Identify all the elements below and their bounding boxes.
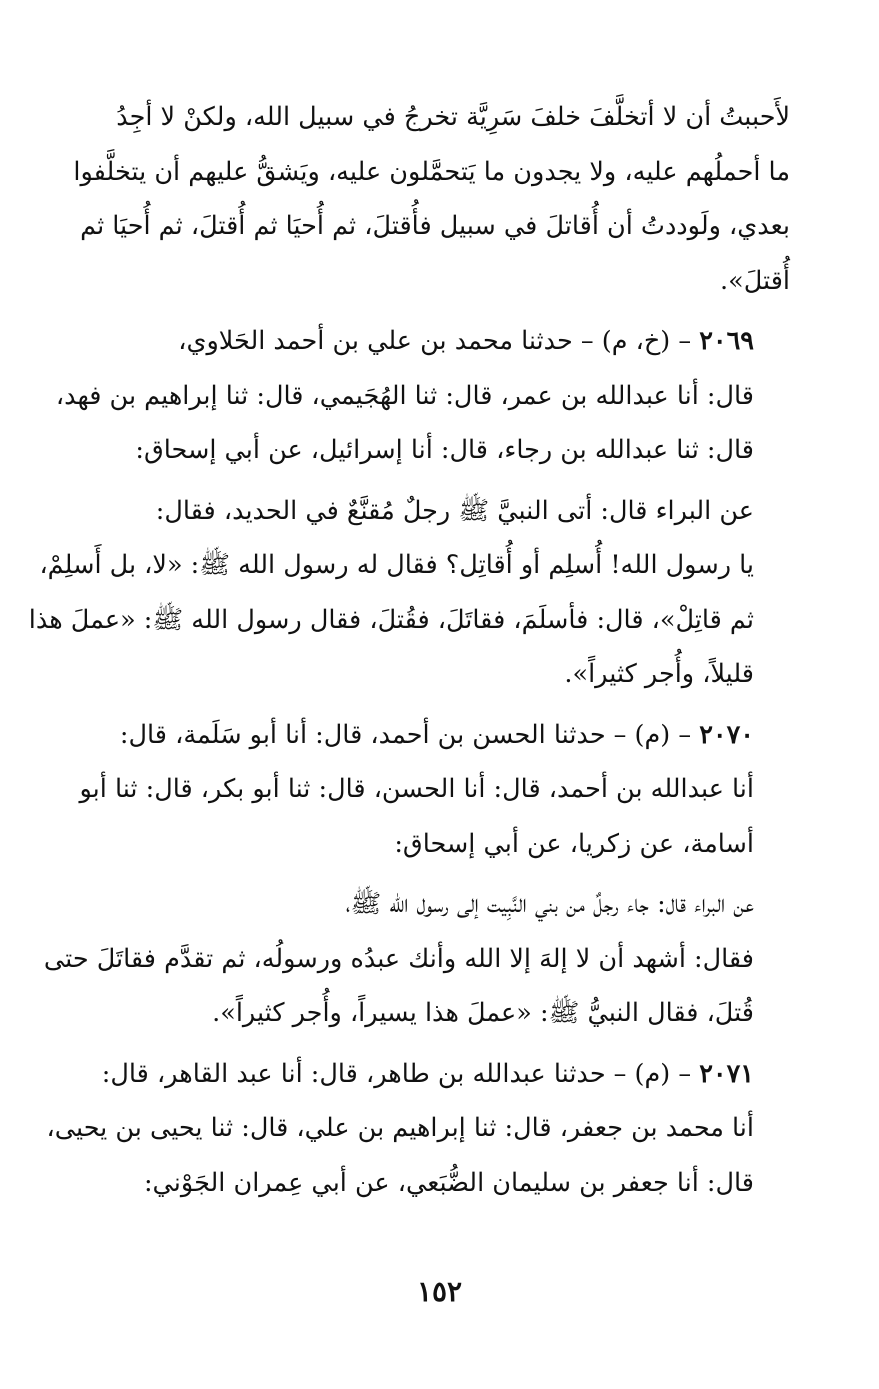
text-line: – (خ، م) – حدثنا محمد بن علي بن أحمد الحَلاوي، [178, 326, 692, 356]
text-line: أُقتلَ». [720, 265, 790, 296]
text-line: عن البراء قال: جاء رجلٌ من بني النَّبِيت إلى رسول الله ﷺ، [345, 889, 754, 919]
book-page [28, 90, 790, 1216]
text-line: أسامة، عن زكريا، عن أبي إسحاق: [394, 828, 754, 859]
text-line: ثم قاتِلْ»، قال: فأسلَمَ، فقاتَلَ، فقُتلَ، فقال رسول الله ﷺ: «عملَ هذا [28, 604, 754, 635]
text-line: يا رسول الله! أُسلِم أو أُقاتِل؟ فقال له رسول الله ﷺ: «لا، بل أَسلِمْ، [39, 550, 754, 580]
text-line: قال: ثنا عبدالله بن رجاء، قال: أنا إسرائيل، عن أبي إسحاق: [135, 435, 754, 465]
hadith-number: ٢٠٦٩ [699, 326, 754, 356]
text-line: بعدي، ولَوددتُ أن أُقاتلَ في سبيل فأُقتلَ، ثم أُحيَا ثم أُقتلَ، ثم أُحيَا ثم [80, 211, 790, 241]
text-line: – (م) – حدثنا الحسن بن أحمد، قال: أنا أبو سَلَمة، قال: [119, 719, 692, 750]
text-line: قال: أنا عبدالله بن عمر، قال: ثنا الهُجَيمي، قال: ثنا إبراهيم بن فهد، [55, 380, 754, 411]
hadith-isnad-2071 [46, 1047, 790, 1211]
text-line: فقال: أشهد أن لا إلهَ إلا الله وأنك عبدُه ورسولُه، ثم تقدَّم فقاتَلَ حتى [43, 943, 754, 974]
hadith-number: ٢٠٧٠ [699, 719, 754, 750]
hadith-text-continued [73, 90, 790, 308]
text-line: أنا عبدالله بن أحمد، قال: أنا الحسن، قال: ثنا أبو بكر، قال: ثنا أبو [79, 774, 754, 804]
text-line: لأَحببتُ أن لا أتخلَّفَ خلفَ سَرِيَّة تخرجُ في سبيل الله، ولكنْ لا أجِدُ [116, 102, 790, 132]
text-line: قليلاً، وأُجر كثيراً». [564, 659, 754, 689]
text-line: عن البراء قال: أتى النبيَّ ﷺ رجلٌ مُقنَّعٌ في الحديد، فقال: [155, 495, 754, 526]
text-line: ما أحملُهم عليه، ولا يجدون ما يَتحمَّلون عليه، ويَشقُّ عليهم أن يتخلَّفوا [73, 156, 790, 187]
hadith-number: ٢٠٧١ [699, 1058, 754, 1089]
hadith-isnad-2070 [80, 708, 790, 872]
text-line: قال: أنا جعفر بن سليمان الضُّبَعي، عن أبي عِمران الجَوْني: [143, 1167, 754, 1198]
hadith-matn-2070 [43, 877, 790, 1041]
text-line: قُتلَ، فقال النبيُّ ﷺ: «عملَ هذا يسيراً، وأُجر كثيراً». [212, 998, 754, 1028]
hadith-isnad-2069 [55, 314, 790, 478]
text-line: – (م) – حدثنا عبدالله بن طاهر، قال: أنا عبد القاهر، قال: [101, 1058, 692, 1089]
hadith-matn-2069 [28, 484, 790, 702]
page-number: ١٥٢ [416, 1275, 463, 1308]
text-line: أنا محمد بن جعفر، قال: ثنا إبراهيم بن علي، قال: ثنا يحيى بن يحيى، [46, 1113, 754, 1143]
